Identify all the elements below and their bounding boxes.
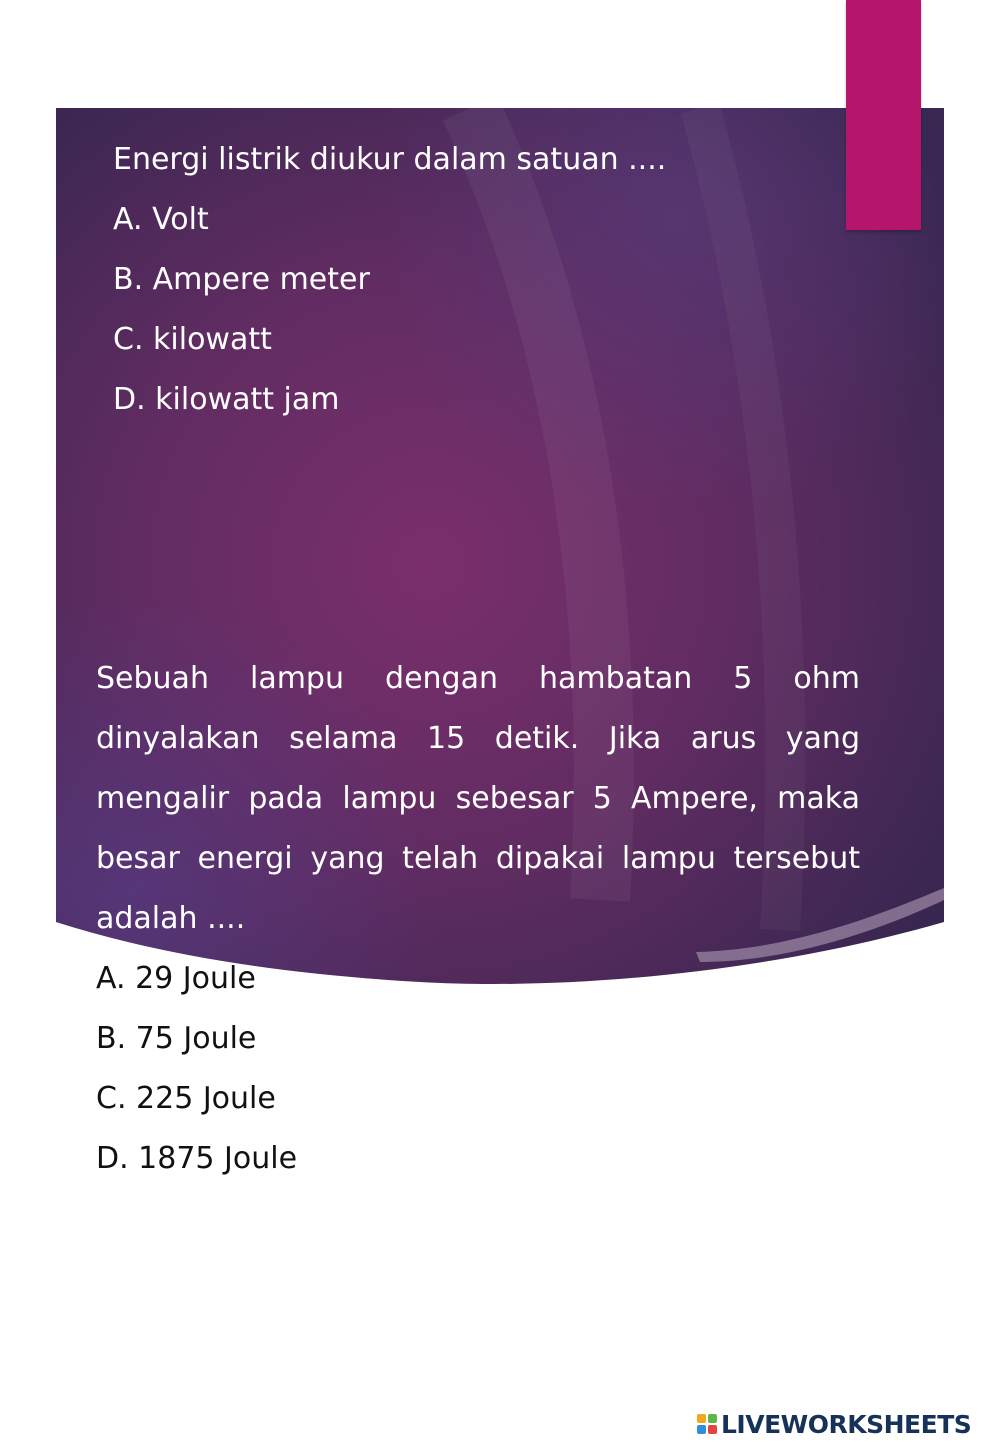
accent-bar	[846, 0, 921, 230]
liveworksheets-brand	[697, 1407, 971, 1441]
question-2-options	[96, 949, 796, 1189]
liveworksheets-logo-icon	[697, 1414, 717, 1434]
question-1-option-a[interactable]: A. Volt	[113, 202, 209, 237]
question-2-option-a[interactable]: A. 29 Joule	[96, 961, 256, 996]
question-1-stem: Energi listrik diukur dalam satuan ....	[113, 142, 667, 177]
question-2-option-c[interactable]: C. 225 Joule	[96, 1081, 276, 1116]
question-2-option-d[interactable]: D. 1875 Joule	[96, 1141, 298, 1176]
brand-name: LIVEWORKSHEETS	[721, 1409, 972, 1439]
question-1-option-d[interactable]: D. kilowatt jam	[113, 382, 340, 417]
question-1	[113, 130, 813, 430]
question-1-option-c[interactable]: C. kilowatt	[113, 322, 272, 357]
question-2-option-b[interactable]: B. 75 Joule	[96, 1021, 257, 1056]
question-1-option-b[interactable]: B. Ampere meter	[113, 262, 370, 297]
question-2-stem: Sebuah lampu dengan hambatan 5 ohm dinyalakan selama 15 detik. Jika arus yang mengalir pada lampu sebesar 5 Ampere, maka besar energi yang telah dipakai lampu tersebut adalah ....	[96, 661, 860, 936]
